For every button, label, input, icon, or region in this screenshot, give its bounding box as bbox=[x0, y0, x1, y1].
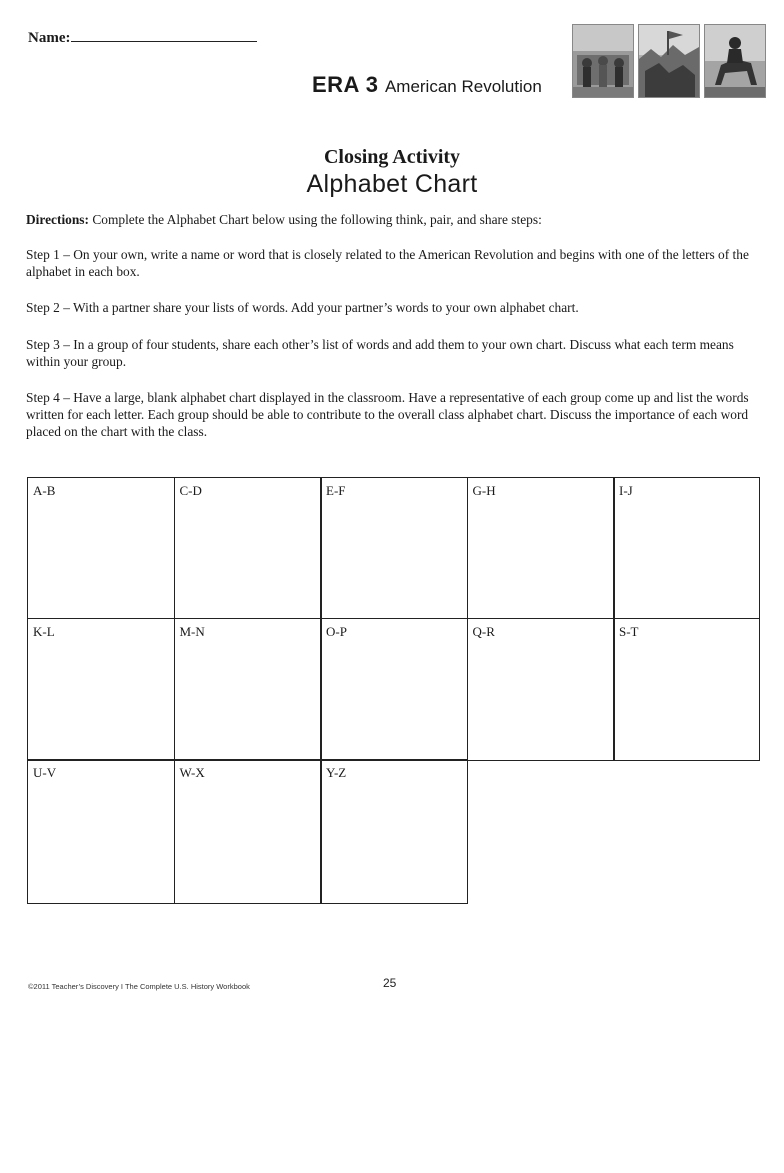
era-header bbox=[312, 72, 542, 98]
footer-copyright: ©2011 Teacher’s Discovery I The Complete U.S. History Workbook bbox=[28, 982, 250, 991]
name-field bbox=[28, 26, 257, 47]
era-number: ERA 3 bbox=[312, 72, 379, 97]
chart-cell-e-f[interactable]: E-F bbox=[320, 477, 468, 619]
step-2: Step 2 – With a partner share your lists of words. Add your partner’s words to your own alphabet chart. bbox=[26, 300, 579, 315]
chart-cell-a-b[interactable]: A-B bbox=[27, 477, 175, 619]
battle-scene-photo bbox=[638, 24, 700, 98]
directions bbox=[26, 211, 761, 228]
title-block bbox=[0, 146, 784, 200]
era-title: American Revolution bbox=[384, 77, 542, 96]
chart-cell-g-h[interactable]: G-H bbox=[467, 477, 615, 619]
step-1: Step 1 – On your own, write a name or word that is closely related to the American Revolution and begins with one of the letters of the alphabet in each box. bbox=[26, 247, 749, 279]
name-blank-line[interactable] bbox=[71, 26, 257, 42]
chart-cell-w-x[interactable]: W-X bbox=[174, 759, 322, 904]
chart-cell-y-z[interactable]: Y-Z bbox=[320, 759, 468, 904]
colonial-scene-photo bbox=[572, 24, 634, 98]
chart-cell-c-d[interactable]: C-D bbox=[174, 477, 322, 619]
chart-cell-k-l[interactable]: K-L bbox=[27, 618, 175, 761]
chart-cell-i-j[interactable]: I-J bbox=[613, 477, 760, 619]
alphabet-chart bbox=[27, 477, 760, 1173]
chart-cell-s-t[interactable]: S-T bbox=[613, 618, 760, 761]
chart-cell-u-v[interactable]: U-V bbox=[27, 759, 175, 904]
directions-text: Complete the Alphabet Chart below using the following think, pair, and share steps: bbox=[88, 212, 542, 227]
revolutionary-rider-statue-photo bbox=[704, 24, 766, 98]
chart-cell-o-p[interactable]: O-P bbox=[320, 618, 468, 761]
name-label: Name: bbox=[28, 30, 71, 46]
directions-label: Directions: bbox=[26, 212, 89, 227]
activity-title: Closing Activity bbox=[323, 146, 461, 168]
step-4: Step 4 – Have a large, blank alphabet chart displayed in the classroom. Have a representative of each group come up and list the words written for each letter. Each group should be able to contribute to the overall class alphabet chart. Discuss the importance of each word placed on the chart with the class. bbox=[26, 390, 749, 439]
chart-title: Alphabet Chart bbox=[306, 170, 478, 198]
page-number: 25 bbox=[383, 976, 397, 990]
step-3: Step 3 – In a group of four students, share each other’s list of words and add them to your own chart. Discuss what each term means within your group. bbox=[26, 337, 734, 369]
era-photo-strip bbox=[572, 24, 764, 96]
chart-cell-m-n[interactable]: M-N bbox=[174, 618, 322, 761]
chart-cell-q-r[interactable]: Q-R bbox=[467, 618, 615, 761]
